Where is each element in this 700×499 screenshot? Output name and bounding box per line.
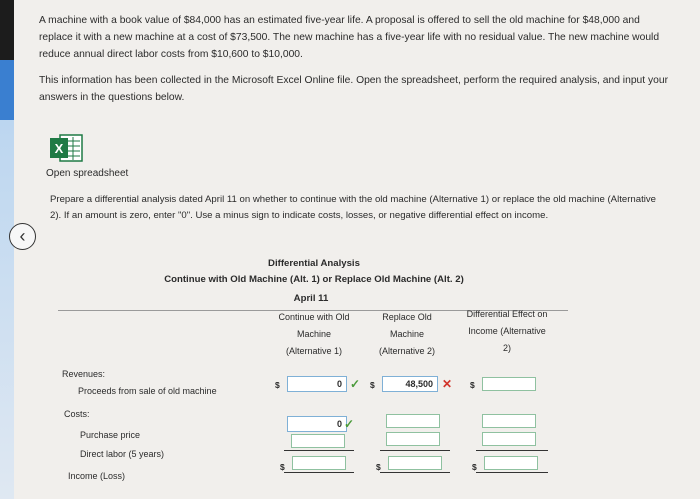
instructions-text: Prepare a differential analysis dated April 11 on whether to continue with the old machine (Alternative 1) or replace the old machine (Alternative 2). If an amount is zero, enter "0". Use a minus sign to indicate costs, losses, or negative differential effect on income.: [50, 194, 656, 221]
info-text: This information has been collected in the Microsoft Excel Online file. Open the spreadsheet, perform the required analysis, and input your answers in the questions below.: [39, 75, 669, 103]
problem-text: A machine with a book value of $84,000 has an estimated five-year life. A proposal is offered to sell the old machine for $48,000 and replace it with a new machine at a cost of $73,500. The new machine has a five-year life with no residual value. The new machine would reduce annual direct labor costs from $10,600 to $10,000.: [39, 15, 660, 60]
labor-differential-input[interactable]: [482, 432, 536, 446]
proceeds-label: Proceeds from sale of old machine: [78, 386, 217, 396]
labor-alt2-input[interactable]: [386, 432, 440, 446]
income-differential-input[interactable]: [484, 456, 538, 470]
currency-sign: $: [376, 462, 381, 472]
col-header-alt2: Replace Old Machine (Alternative 2): [378, 312, 436, 356]
subtotal-rule: [284, 450, 354, 451]
currency-sign: $: [472, 462, 477, 472]
direct-labor-label: Direct labor (5 years): [80, 449, 165, 459]
check-icon: ✓: [344, 417, 355, 431]
costs-label: Costs:: [64, 409, 90, 419]
proceeds-alt1-input[interactable]: 0: [287, 376, 347, 392]
check-icon: ✓: [350, 377, 361, 391]
subtotal-rule: [476, 450, 548, 451]
question-sheet: [14, 0, 700, 499]
proceeds-differential-input[interactable]: [482, 377, 536, 391]
purchase-price-label: Purchase price: [80, 430, 141, 440]
col-header-differential: Differential Effect on Income (Alternative 2): [466, 309, 548, 353]
total-rule: [476, 472, 548, 473]
income-alt1-input[interactable]: [292, 456, 346, 470]
table-subtitle: Continue with Old Machine (Alt. 1) or Replace Old Machine (Alt. 2): [164, 274, 464, 285]
purchase-differential-input[interactable]: [482, 414, 536, 428]
proceeds-alt2-input[interactable]: 48,500: [382, 376, 438, 392]
subtotal-rule: [380, 450, 450, 451]
currency-sign: $: [370, 380, 375, 390]
income-loss-label: Income (Loss): [68, 471, 126, 481]
table-title: Differential Analysis: [268, 258, 360, 269]
purchase-alt1-input[interactable]: 0: [287, 416, 347, 432]
back-arrow-icon[interactable]: ‹: [9, 223, 36, 250]
open-spreadsheet-link[interactable]: Open spreadsheet: [46, 168, 129, 179]
table-date: April 11: [293, 293, 329, 304]
col-header-alt1: Continue with Old Machine (Alternative 1): [278, 312, 350, 356]
currency-sign: $: [470, 380, 475, 390]
left-window-edge: [0, 0, 14, 499]
purchase-alt2-input[interactable]: [386, 414, 440, 428]
x-icon: ✕: [442, 377, 453, 391]
currency-sign: $: [280, 462, 285, 472]
svg-text:X: X: [54, 141, 64, 156]
total-rule: [284, 472, 354, 473]
revenues-label: Revenues:: [62, 369, 106, 379]
currency-sign: $: [275, 380, 280, 390]
labor-alt1-input[interactable]: [291, 434, 345, 448]
excel-icon[interactable]: [50, 133, 84, 163]
total-rule: [380, 472, 450, 473]
income-alt2-input[interactable]: [388, 456, 442, 470]
